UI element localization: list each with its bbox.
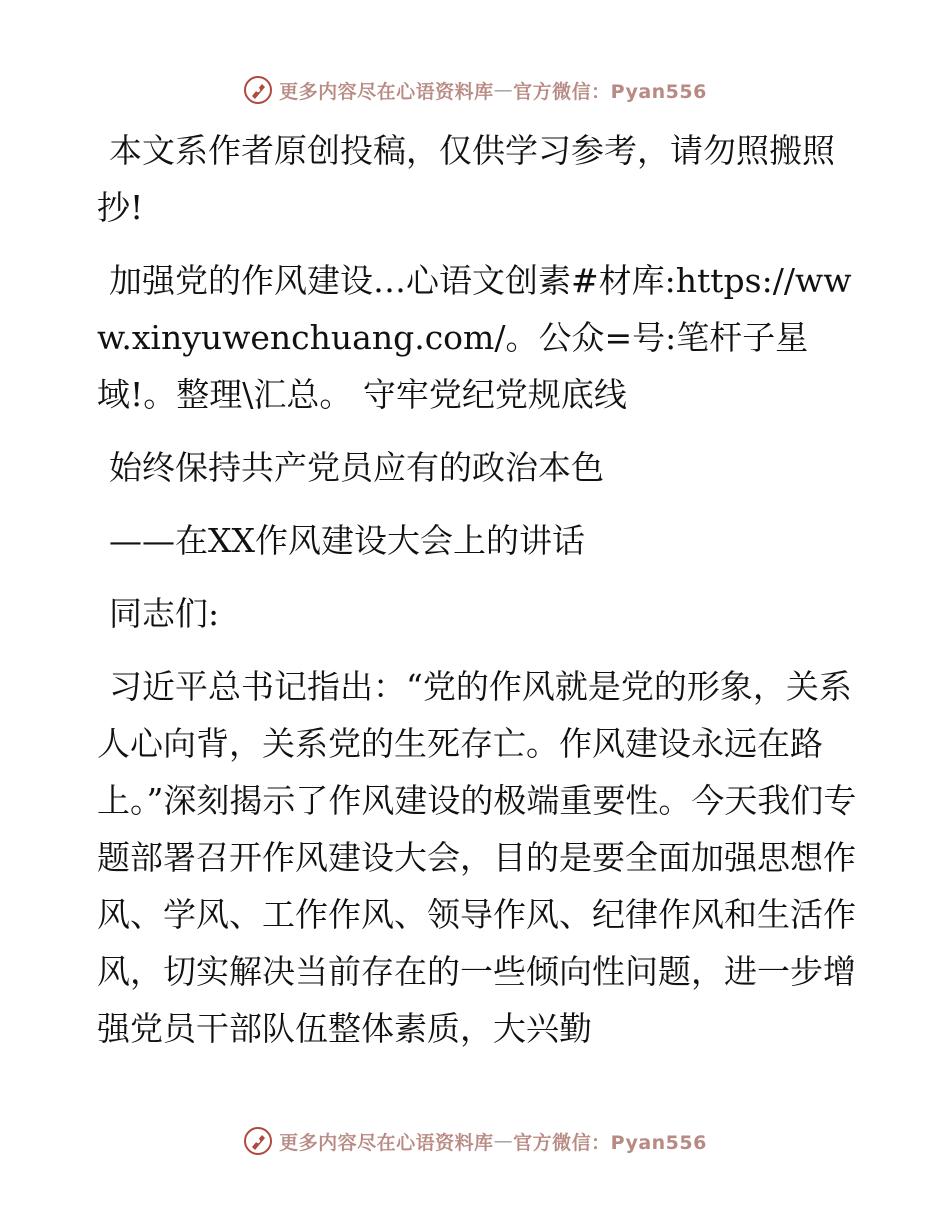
document-title: 始终保持共产党员应有的政治本色 [109,448,604,487]
body-paragraph: 习近平总书记指出：“党的作风就是党的形象，关系人心向背，关系党的生死存亡。作风建设永远在路上。”深刻揭示了作风建设的极端重要性。今天我们专题部署召开作风建设大会，目的是要全面加强思想作风、学风、工作作风、领导作风、纪律作风和生活作风，切实解决当前存在的一些倾向性问题，进一步增强党员干部队伍整体素质，大兴勤 [97,667,857,1048]
salutation: 同志们: [109,594,220,633]
pen-logo-icon [243,75,273,105]
watermark-tail-text: 官方微信：Pyan556 [513,1131,707,1154]
copyright-notice: 本文系作者原创投稿，仅供学习参考，请勿照搬照抄! [97,131,835,227]
watermark-main-text: 更多内容尽在心语资料库 [279,80,494,103]
document-body [97,122,857,1057]
pen-logo-icon [243,1126,273,1156]
header-watermark [0,72,950,108]
watermark-dash: — [493,1130,514,1152]
watermark-dash: — [493,79,514,101]
watermark-main-text: 更多内容尽在心语资料库 [279,1131,494,1154]
document-subtitle: ——在XX作风建设大会上的讲话 [109,521,585,560]
source-line: 加强党的作风建设…心语文创素#材库:https://www.xinyuwenchuang.com/。公众=号:笔杆子星域!。整理\汇总。 守牢党纪党规底线 [97,261,852,414]
footer-watermark [0,1123,950,1159]
watermark-tail-text: 官方微信：Pyan556 [513,80,707,103]
